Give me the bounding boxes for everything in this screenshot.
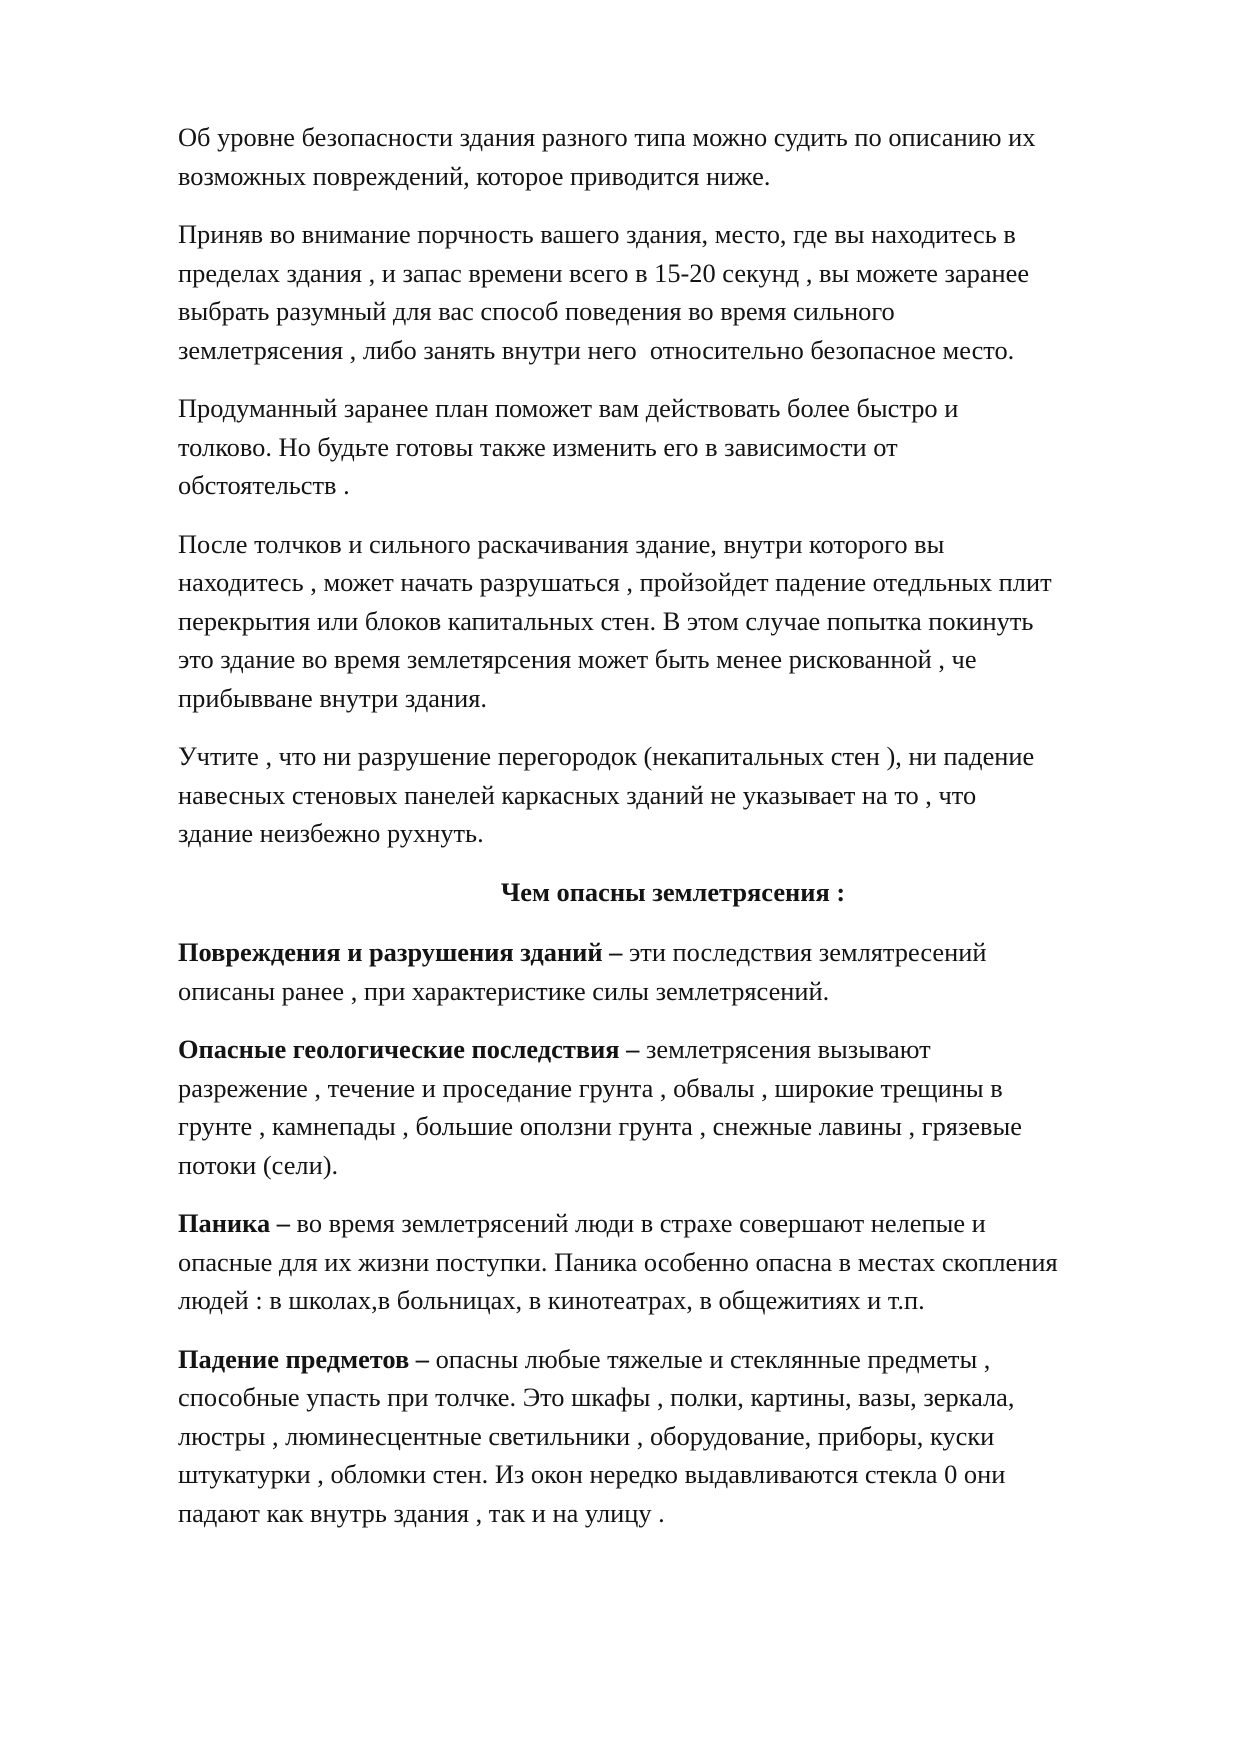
paragraph-plan [178, 389, 1168, 505]
text-line: выбрать разумный для вас способ поведения во время сильного [178, 296, 895, 326]
document-page [178, 118, 1168, 1552]
hazard-building-damage [178, 933, 1168, 1010]
text-line: штукатурки , обломки стен. Из окон нередко выдавливаются стекла 0 они [178, 1459, 1006, 1489]
text-line: находитесь , может начать разрушаться , пройзойдет падение отедльных плит [178, 567, 1052, 597]
section-heading: Чем опасны землетрясения : [500, 876, 846, 907]
text-line: обстоятельств . [178, 470, 350, 500]
text-line: прибывване внутри здания. [178, 682, 487, 713]
hazard-term: Повреждения и разрушения зданий – [178, 937, 623, 967]
text-line [178, 1204, 1168, 1243]
text-line: грунте , камнепады , большие оползни грунта , снежные лавины , грязевые [178, 1111, 1022, 1141]
hazard-description: во время землетрясений люди в страхе совершают нелепые и [289, 1208, 986, 1238]
text-line: описаны ранее , при характеристике силы землетрясений. [178, 975, 830, 1006]
text-line: потоки (сели). [178, 1149, 339, 1180]
hazard-falling-objects [178, 1340, 1168, 1533]
paragraph-partitions [178, 737, 1168, 853]
text-line: После толчков и сильного раскачивания здание, внутри которого вы [178, 528, 945, 559]
text-line: землетрясения , либо занять внутри него относительно безопасное место. [178, 334, 1015, 365]
text-line: людей : в школах,в больницах, в кинотеатрах, в общежитиях и т.п. [178, 1285, 925, 1315]
paragraph-safety-level [178, 118, 1168, 195]
paragraph-building-collapse [178, 525, 1168, 718]
text-line [178, 933, 1168, 972]
text-line: способные упасть при толчке. Это шкафы , полки, картины, вазы, зеркала, [178, 1382, 1015, 1412]
hazard-description: эти последствия землятресений [622, 937, 987, 967]
hazard-description: опасны любые тяжелые и стеклянные предметы , [429, 1343, 991, 1374]
text-line: перекрытия или блоков капитальных стен. В этом случае попытка покинуть [178, 605, 1034, 636]
text-line: Приняв во внимание порчность вашего здания, место, где вы находитесь в [178, 219, 1016, 249]
hazard-geological [178, 1030, 1168, 1184]
text-line: пределах здания , и запас времени всего в 15-20 секунд , вы можете заранее [178, 257, 1030, 288]
text-line: толково. Но будьте готовы также изменить его в зависимости от [178, 431, 898, 462]
hazard-description: землетрясения вызывают [639, 1034, 931, 1064]
text-line: Продуманный заранее план поможет вам действовать более быстро и [178, 393, 959, 423]
text-line: падают как внутрь здания , так и на улицу . [178, 1497, 665, 1528]
text-line: здание неизбежно рухнуть. [178, 818, 484, 848]
text-line: навесных стеновых панелей каркасных зданий не указывает на то , что [178, 779, 977, 810]
text-line: опасные для их жизни поступки. Паника особенно опасна в местах скопления [178, 1246, 1058, 1277]
hazard-term: Опасные геологические последствия – [178, 1034, 640, 1064]
text-line: это здание во время землетярсения может быть менее рискованной , че [178, 644, 977, 674]
text-line: Учтите , что ни разрушение перегородок (некапитальных стен ), ни падение [178, 741, 1035, 771]
text-line [178, 1030, 1168, 1069]
text-line: Об уровне безопасности здания разного типа можно судить по описанию их [178, 122, 1036, 152]
hazard-term: Падение предметов – [178, 1343, 429, 1374]
text-line: люстры , люминесцентные светильники , оборудование, приборы, куски [178, 1420, 995, 1451]
text-line: возможных повреждений, которое приводится ниже. [178, 160, 771, 191]
text-line [178, 1340, 1168, 1379]
hazard-panic [178, 1204, 1168, 1320]
hazard-term: Паника – [178, 1208, 290, 1238]
paragraph-behavior-choice [178, 215, 1168, 369]
text-line: разрежение , течение и проседание грунта , обвалы , широкие трещины в [178, 1072, 1003, 1103]
